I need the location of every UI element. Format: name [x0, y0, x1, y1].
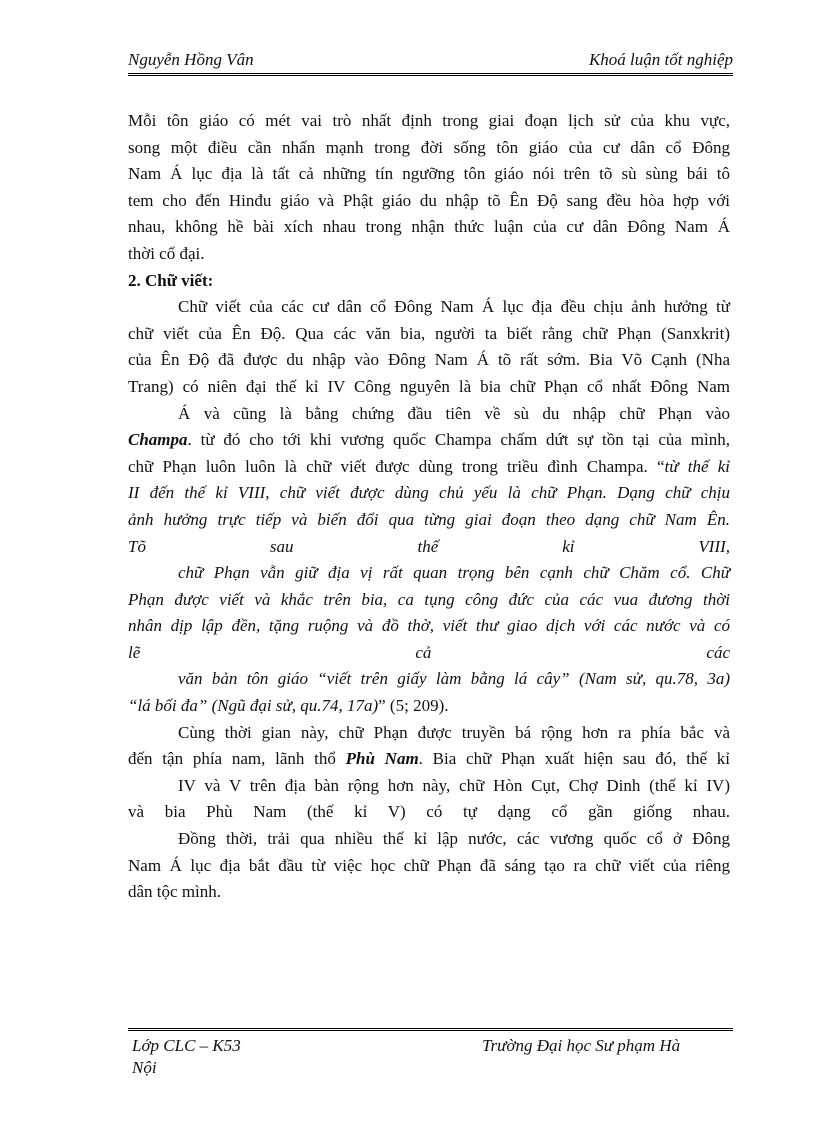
footer-school: Trường Đại học Sư phạm Hà	[482, 1036, 681, 1055]
text-fragment: chữ Phạn luôn luôn là chữ viết được dùng trong triều đình Champa. “	[128, 456, 665, 476]
text-line: Cùng thời gian này, chữ Phạn được truyền bá rộng hơn ra phía bắc và	[178, 722, 730, 742]
text-fragment: đến tận phía nam, lãnh thổ	[128, 749, 346, 769]
term-champa: Champa	[128, 430, 188, 450]
quote-line: II đến thế kỉ VIII, chữ viết được dùng chủ yếu là chữ Phạn. Dạng chữ chịu	[128, 483, 730, 503]
word: kỉ	[562, 536, 575, 556]
paragraph-4	[128, 720, 730, 826]
quote-fragment: “lá bối đa” (Ngũ đại sử, qu.74, 17a)	[128, 696, 379, 716]
text-line: nhau, không hề bài xích nhau trong nhận thức luận của cư dân Đông Nam Á	[128, 217, 730, 237]
section-heading: 2. Chữ viết:	[128, 270, 214, 290]
text-line	[128, 454, 730, 481]
text-line	[128, 746, 730, 773]
footer-class: Lớp CLC – K53	[132, 1036, 241, 1055]
term-phu-nam: Phù Nam	[345, 749, 419, 769]
quote-spread-line	[128, 534, 730, 561]
word: sau	[269, 536, 294, 556]
paragraph-5	[128, 826, 730, 906]
text-line: IV và V trên địa bàn rộng hơn này, chữ Hòn Cụt, Chợ Dinh (thế kỉ IV)	[178, 775, 730, 795]
paragraph-1	[128, 108, 730, 268]
text-fragment: . từ đó cho tới khi vương quốc Champa chấm dứt sự tồn tại của mình,	[187, 430, 730, 450]
word: các	[706, 642, 731, 662]
citation: ” (5; 209).	[378, 696, 449, 716]
footer-school-cont: Nội	[132, 1058, 157, 1077]
text-line: song một điều cần nhấn mạnh trong đời sống tôn giáo của cư dân cổ Đông	[128, 137, 730, 157]
text-line: Mỗi tôn giáo có mét vai trò nhất định trong giai đoạn lịch sử của khu vực,	[128, 111, 730, 130]
text-line: chữ viết của Ên Độ. Qua các văn bia, người ta biết rằng chữ Phạn (Sanxkrit)	[128, 323, 730, 343]
text-line: Nam Á lục địa bắt đầu từ việc học chữ Phạn đã sáng tạo ra chữ viết của riêng	[128, 855, 730, 875]
quote-fragment: từ thế kỉ	[664, 456, 730, 476]
page-header	[128, 48, 733, 74]
footer-rule	[128, 1028, 733, 1031]
text-fragment: . Bia chữ Phạn xuất hiện sau đó, thế kỉ	[418, 749, 731, 769]
text-line: của Ên Độ đã được du nhập vào Đông Nam Á tõ rất sớm. Bia Võ Cạnh (Nha	[128, 350, 730, 370]
text-line	[128, 427, 730, 454]
paragraph-2	[128, 294, 730, 400]
text-line: và bia Phù Nam (thế kỉ V) có tự dạng cổ gần giống nhau.	[128, 802, 730, 822]
header-author: Nguyễn Hồng Vân	[128, 50, 254, 69]
quote-line: chữ Phạn vẫn giữ địa vị rất quan trọng bên cạnh chữ Chăm cổ. Chữ	[178, 563, 730, 583]
paragraph-3	[128, 401, 730, 720]
text-line: Á và cũng là bằng chứng đầu tiên về sù du nhập chữ Phạn vào	[178, 403, 730, 423]
text-line: thời cổ đại.	[128, 243, 205, 263]
word: thế	[417, 536, 439, 556]
text-line: Chữ viết của các cư dân cổ Đông Nam Á lục địa đều chịu ảnh hưởng từ	[178, 297, 730, 317]
quote-line: nhân dịp lập đền, tặng ruộng và đồ thờ, viết thư giao dịch với các nước và có	[128, 616, 730, 636]
page-body	[128, 108, 730, 906]
text-line	[128, 693, 730, 720]
header-doc-type: Khoá luận tốt nghiệp	[588, 50, 733, 69]
word: lẽ	[128, 642, 141, 662]
quote-line: văn bản tôn giáo “viết trên giấy làm bằng lá cây” (Nam sử, qu.78, 3a)	[178, 669, 730, 689]
quote-line: Phạn được viết và khắc trên bia, ca tụng công đức của các vua đương thời	[128, 589, 730, 609]
quote-spread-line	[128, 640, 730, 667]
text-line: tem cho đến Hinđu giáo và Phật giáo du nhập tõ Ên Độ sang đều hòa hợp với	[128, 190, 730, 210]
text-line: Đồng thời, trải qua nhiều thế kỉ lập nước, các vương quốc cổ ở Đông	[178, 829, 730, 849]
word: Tõ	[128, 536, 146, 556]
header-rule	[128, 73, 733, 76]
quote-line: ảnh hưởng trực tiếp và biến đổi qua từng giai đoạn theo dạng chữ Nam Ên.	[128, 509, 730, 529]
text-line: dân tộc mình.	[128, 882, 222, 902]
text-line: Nam Á lục địa là tất cả những tín ngưỡng tôn giáo nói trên tõ sù sùng bái tô	[128, 164, 730, 184]
text-line: Trang) có niên đại thế kỉ IV Công nguyên là bia chữ Phạn cổ nhất Đông Nam	[128, 376, 730, 396]
word: cả	[415, 642, 432, 662]
word: VIII,	[698, 536, 731, 556]
